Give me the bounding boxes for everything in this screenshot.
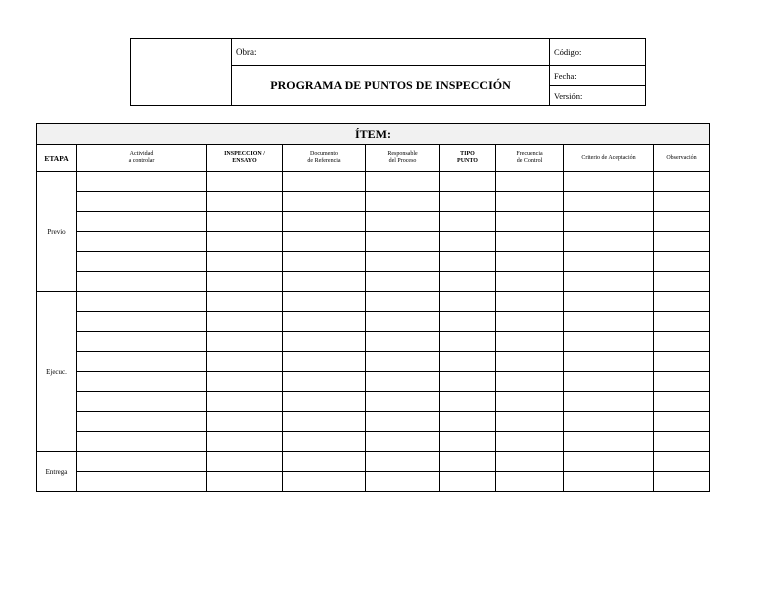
document-title: PROGRAMA DE PUNTOS DE INSPECCIÓN [232, 66, 550, 106]
column-header-criterio-aceptacion: Criterio de Aceptación [564, 145, 654, 172]
cell-actividad[interactable] [77, 292, 207, 312]
cell-observacion[interactable] [654, 392, 710, 412]
logo-box [131, 39, 232, 106]
cell-observacion[interactable] [654, 232, 710, 252]
cell-responsable-proceso[interactable] [366, 372, 440, 392]
cell-documento-referencia[interactable] [283, 412, 366, 432]
cell-criterio-aceptacion[interactable] [564, 472, 654, 492]
cell-frecuencia-control[interactable] [496, 392, 564, 412]
cell-documento-referencia[interactable] [283, 332, 366, 352]
cell-criterio-aceptacion[interactable] [564, 252, 654, 272]
table-row [37, 272, 710, 292]
cell-actividad[interactable] [77, 172, 207, 192]
table-row [37, 372, 710, 392]
table-row [37, 452, 710, 472]
cell-tipo-punto[interactable] [440, 172, 496, 192]
cell-observacion[interactable] [654, 172, 710, 192]
stage-label: Previo [37, 172, 77, 292]
cell-frecuencia-control[interactable] [496, 252, 564, 272]
cell-documento-referencia[interactable] [283, 212, 366, 232]
codigo-field[interactable] [550, 39, 646, 66]
cell-inspeccion-ensayo[interactable] [207, 312, 283, 332]
cell-actividad[interactable] [77, 332, 207, 352]
cell-inspeccion-ensayo[interactable] [207, 272, 283, 292]
cell-actividad[interactable] [77, 232, 207, 252]
version-label: Versión: [554, 90, 583, 101]
cell-responsable-proceso[interactable] [366, 392, 440, 412]
cell-observacion[interactable] [654, 352, 710, 372]
cell-inspeccion-ensayo[interactable] [207, 412, 283, 432]
column-header-tipo-punto: TIPO PUNTO [440, 145, 496, 172]
table-row [37, 232, 710, 252]
cell-inspeccion-ensayo[interactable] [207, 432, 283, 452]
cell-observacion[interactable] [654, 292, 710, 312]
cell-inspeccion-ensayo[interactable] [207, 352, 283, 372]
cell-inspeccion-ensayo[interactable] [207, 252, 283, 272]
cell-tipo-punto[interactable] [440, 392, 496, 412]
cell-actividad[interactable] [77, 452, 207, 472]
version-field[interactable] [550, 86, 646, 106]
cell-actividad[interactable] [77, 272, 207, 292]
cell-frecuencia-control[interactable] [496, 312, 564, 332]
cell-criterio-aceptacion[interactable] [564, 332, 654, 352]
cell-responsable-proceso[interactable] [366, 172, 440, 192]
cell-tipo-punto[interactable] [440, 272, 496, 292]
cell-tipo-punto[interactable] [440, 312, 496, 332]
cell-responsable-proceso[interactable] [366, 232, 440, 252]
cell-responsable-proceso[interactable] [366, 412, 440, 432]
cell-frecuencia-control[interactable] [496, 232, 564, 252]
cell-criterio-aceptacion[interactable] [564, 352, 654, 372]
cell-documento-referencia[interactable] [283, 472, 366, 492]
table-row [37, 192, 710, 212]
cell-criterio-aceptacion[interactable] [564, 292, 654, 312]
cell-inspeccion-ensayo[interactable] [207, 392, 283, 412]
cell-documento-referencia[interactable] [283, 452, 366, 472]
cell-inspeccion-ensayo[interactable] [207, 332, 283, 352]
cell-criterio-aceptacion[interactable] [564, 312, 654, 332]
cell-documento-referencia[interactable] [283, 352, 366, 372]
cell-frecuencia-control[interactable] [496, 412, 564, 432]
cell-observacion[interactable] [654, 372, 710, 392]
cell-observacion[interactable] [654, 472, 710, 492]
cell-criterio-aceptacion[interactable] [564, 412, 654, 432]
table-row [37, 392, 710, 412]
cell-frecuencia-control[interactable] [496, 292, 564, 312]
cell-actividad[interactable] [77, 352, 207, 372]
cell-responsable-proceso[interactable] [366, 192, 440, 212]
cell-documento-referencia[interactable] [283, 392, 366, 412]
table-row [37, 172, 710, 192]
cell-observacion[interactable] [654, 412, 710, 432]
cell-observacion[interactable] [654, 272, 710, 292]
cell-tipo-punto[interactable] [440, 372, 496, 392]
cell-documento-referencia[interactable] [283, 192, 366, 212]
cell-observacion[interactable] [654, 452, 710, 472]
cell-criterio-aceptacion[interactable] [564, 452, 654, 472]
cell-actividad[interactable] [77, 432, 207, 452]
cell-observacion[interactable] [654, 212, 710, 232]
table-row [37, 332, 710, 352]
cell-criterio-aceptacion[interactable] [564, 212, 654, 232]
cell-frecuencia-control[interactable] [496, 172, 564, 192]
fecha-field[interactable] [550, 66, 646, 86]
cell-frecuencia-control[interactable] [496, 272, 564, 292]
cell-actividad[interactable] [77, 252, 207, 272]
cell-tipo-punto[interactable] [440, 432, 496, 452]
cell-documento-referencia[interactable] [283, 312, 366, 332]
cell-frecuencia-control[interactable] [496, 212, 564, 232]
cell-inspeccion-ensayo[interactable] [207, 232, 283, 252]
cell-criterio-aceptacion[interactable] [564, 192, 654, 212]
cell-frecuencia-control[interactable] [496, 432, 564, 452]
cell-criterio-aceptacion[interactable] [564, 432, 654, 452]
cell-frecuencia-control[interactable] [496, 192, 564, 212]
cell-tipo-punto[interactable] [440, 332, 496, 352]
cell-actividad[interactable] [77, 392, 207, 412]
cell-criterio-aceptacion[interactable] [564, 372, 654, 392]
cell-responsable-proceso[interactable] [366, 212, 440, 232]
table-row [37, 432, 710, 452]
table-row [37, 212, 710, 232]
cell-responsable-proceso[interactable] [366, 292, 440, 312]
cell-observacion[interactable] [654, 252, 710, 272]
cell-responsable-proceso[interactable] [366, 432, 440, 452]
column-header-etapa: ETAPA [37, 145, 77, 172]
cell-criterio-aceptacion[interactable] [564, 172, 654, 192]
cell-frecuencia-control[interactable] [496, 332, 564, 352]
cell-actividad[interactable] [77, 372, 207, 392]
cell-observacion[interactable] [654, 332, 710, 352]
cell-inspeccion-ensayo[interactable] [207, 172, 283, 192]
column-header-actividad: Actividad a controlar [77, 145, 207, 172]
cell-responsable-proceso[interactable] [366, 312, 440, 332]
cell-tipo-punto[interactable] [440, 212, 496, 232]
cell-responsable-proceso[interactable] [366, 272, 440, 292]
column-header-frecuencia-control: Frecuencia de Control [496, 145, 564, 172]
cell-actividad[interactable] [77, 312, 207, 332]
cell-frecuencia-control[interactable] [496, 372, 564, 392]
cell-documento-referencia[interactable] [283, 292, 366, 312]
stage-label: Ejecuc. [37, 292, 77, 452]
cell-documento-referencia[interactable] [283, 252, 366, 272]
cell-tipo-punto[interactable] [440, 412, 496, 432]
cell-tipo-punto[interactable] [440, 252, 496, 272]
obra-field[interactable] [232, 39, 550, 66]
table-row [37, 252, 710, 272]
column-header-observacion: Observación [654, 145, 710, 172]
obra-label: Obra: [236, 47, 257, 57]
cell-documento-referencia[interactable] [283, 372, 366, 392]
cell-documento-referencia[interactable] [283, 272, 366, 292]
cell-responsable-proceso[interactable] [366, 332, 440, 352]
cell-tipo-punto[interactable] [440, 292, 496, 312]
cell-tipo-punto[interactable] [440, 452, 496, 472]
stage-label: Entrega [37, 452, 77, 492]
cell-inspeccion-ensayo[interactable] [207, 372, 283, 392]
column-header-responsable-proceso: Responsable del Proceso [366, 145, 440, 172]
column-header-documento-referencia: Documento de Referencia [283, 145, 366, 172]
table-row [37, 352, 710, 372]
cell-frecuencia-control[interactable] [496, 352, 564, 372]
cell-tipo-punto[interactable] [440, 472, 496, 492]
inspection-table [36, 123, 710, 492]
cell-frecuencia-control[interactable] [496, 472, 564, 492]
table-row [37, 412, 710, 432]
item-header: ÍTEM: [37, 124, 710, 145]
cell-inspeccion-ensayo[interactable] [207, 192, 283, 212]
cell-criterio-aceptacion[interactable] [564, 392, 654, 412]
column-header-inspeccion-ensayo: INSPECCION / ENSAYO [207, 145, 283, 172]
table-row [37, 472, 710, 492]
cell-responsable-proceso[interactable] [366, 472, 440, 492]
cell-tipo-punto[interactable] [440, 232, 496, 252]
cell-observacion[interactable] [654, 312, 710, 332]
cell-observacion[interactable] [654, 432, 710, 452]
cell-documento-referencia[interactable] [283, 432, 366, 452]
table-row [37, 292, 710, 312]
cell-actividad[interactable] [77, 192, 207, 212]
cell-criterio-aceptacion[interactable] [564, 272, 654, 292]
fecha-label: Fecha: [554, 70, 577, 81]
cell-responsable-proceso[interactable] [366, 452, 440, 472]
table-row [37, 312, 710, 332]
cell-inspeccion-ensayo[interactable] [207, 472, 283, 492]
cell-tipo-punto[interactable] [440, 352, 496, 372]
cell-observacion[interactable] [654, 192, 710, 212]
cell-inspeccion-ensayo[interactable] [207, 292, 283, 312]
cell-criterio-aceptacion[interactable] [564, 232, 654, 252]
cell-actividad[interactable] [77, 212, 207, 232]
cell-inspeccion-ensayo[interactable] [207, 212, 283, 232]
cell-frecuencia-control[interactable] [496, 452, 564, 472]
cell-inspeccion-ensayo[interactable] [207, 452, 283, 472]
codigo-label: Código: [554, 47, 582, 57]
document-header [130, 38, 646, 106]
cell-documento-referencia[interactable] [283, 172, 366, 192]
cell-tipo-punto[interactable] [440, 192, 496, 212]
cell-responsable-proceso[interactable] [366, 352, 440, 372]
cell-actividad[interactable] [77, 472, 207, 492]
cell-actividad[interactable] [77, 412, 207, 432]
cell-documento-referencia[interactable] [283, 232, 366, 252]
cell-responsable-proceso[interactable] [366, 252, 440, 272]
